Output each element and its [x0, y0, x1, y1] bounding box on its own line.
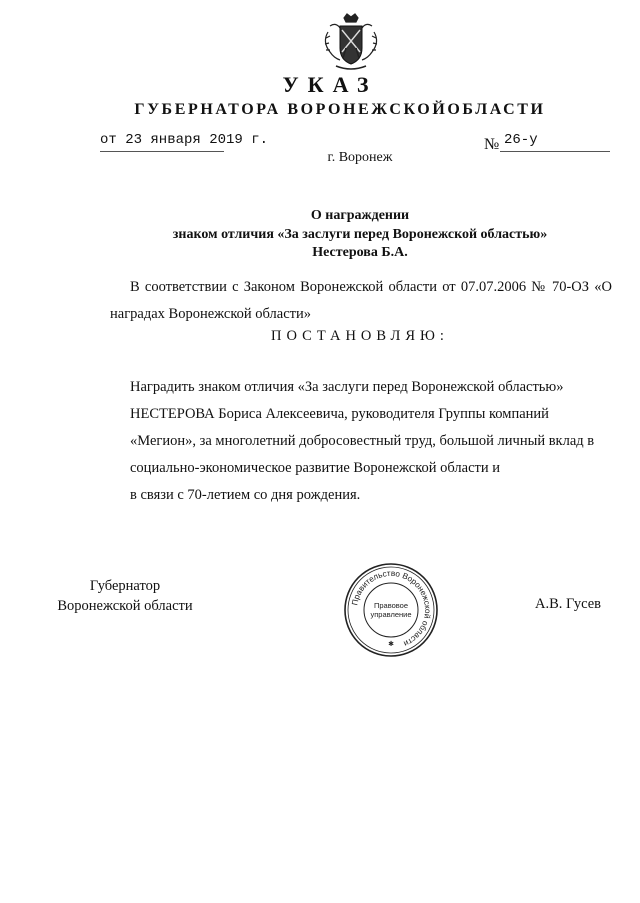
body-line: в связи с 70-летием со дня рождения.: [130, 487, 361, 503]
signatory-name: А.В. Гусев: [535, 596, 601, 612]
document-title: УКАЗ: [282, 72, 378, 97]
issuer-heading: ГУБЕРНАТОРА ВОРОНЕЖСКОЙОБЛАСТИ: [134, 101, 546, 118]
city-label: г. Воронеж: [327, 150, 393, 165]
number-sign: №: [484, 136, 500, 153]
body-line: Наградить знаком отличия «За заслуги перед Воронежской областью»: [130, 379, 564, 395]
stamp-ring-text: Правительство Воронежской области: [350, 568, 433, 649]
subject-line-1: О награждении: [310, 208, 410, 223]
body-line: НЕСТЕРОВА Бориса Алексеевича, руководителя Группы компаний: [130, 406, 549, 422]
decree-body-paragraph: [110, 374, 612, 509]
subject-line-3: Нестерова Б.А.: [312, 245, 408, 260]
stamp-star-icon: ✱: [388, 640, 394, 648]
official-stamp-seal: [343, 562, 439, 658]
subject-line-2: знаком отличия «За заслуги перед Воронежской областью»: [172, 227, 548, 242]
decree-number: 26-у: [504, 132, 538, 148]
stamp-center-line-1: Правовое: [373, 601, 409, 610]
position-line-2: Воронежской области: [57, 598, 193, 614]
body-line: «Мегион», за многолетний добросовестный труд, большой личный вклад в: [130, 433, 595, 449]
decree-date: от 23 января 2019 г.: [100, 132, 269, 148]
body-line: социально-экономическое развитие Воронежской области и: [130, 460, 501, 476]
decree-word: ПОСТАНОВЛЯЮ:: [271, 328, 449, 344]
signatory-position: [0, 576, 250, 616]
position-line-1: Губернатор: [89, 578, 161, 594]
coat-of-arms-emblem: [320, 12, 382, 76]
stamp-center-line-2: управление: [370, 610, 412, 619]
preamble-paragraph: В соответствии с Законом Воронежской области от 07.07.2006 № 70-ОЗ «О наградах Воронежской области»: [110, 279, 612, 322]
